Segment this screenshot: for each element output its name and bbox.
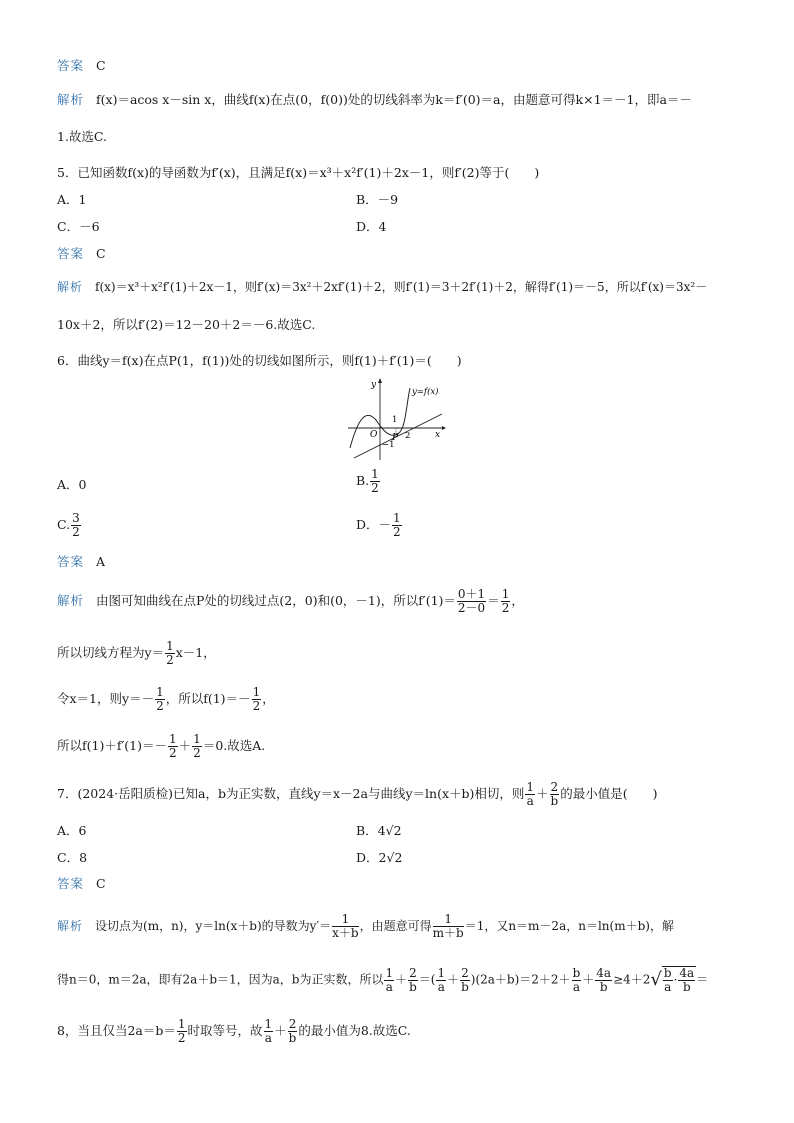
analysis-text: 令x＝1，则y＝－ <box>57 691 155 706</box>
answer-label: 答案 <box>57 246 85 261</box>
plus: ＋ <box>395 972 408 987</box>
dot: · <box>673 973 678 987</box>
q6-stem: 6．曲线y＝f(x)在点P(1，f(1))处的切线如图所示，则f(1)＋f′(1)＝( ) <box>57 353 462 368</box>
y-axis-label: y <box>371 380 377 390</box>
x-axis-arrow-icon <box>442 426 446 430</box>
analysis-label: 解析 <box>57 92 85 107</box>
q6-answer-line <box>57 554 105 570</box>
fraction: $\frac{1}{a}$ <box>385 965 394 994</box>
q7-stem <box>57 781 657 808</box>
analysis-text: 所以f(1)＋f′(1)＝－ <box>57 738 168 753</box>
analysis-text: 8，当且仅当2a＝b＝ <box>57 1023 176 1038</box>
fraction: $\frac{1}{m+b}$ <box>432 912 464 940</box>
q6-analysis-line3 <box>57 686 275 713</box>
answer-label: 答案 <box>57 554 85 569</box>
fraction: $\frac{1}{2}$ <box>393 511 401 539</box>
plus: ＋ <box>582 972 595 987</box>
q5-stem: 5．已知函数f(x)的导函数为f′(x)，且满足f(x)＝x³＋x²f′(1)＋2x－1，则f′(2)等于( ) <box>57 165 540 180</box>
tick-2-label: 2 <box>405 431 411 441</box>
answer-label: 答案 <box>57 876 85 891</box>
fraction: $\frac{1}{2}$ <box>166 639 174 667</box>
q6-analysis-line1 <box>57 588 524 615</box>
tick-neg1-label: −1 <box>382 440 395 450</box>
analysis-text: 由图可知曲线在点P处的切线过点(2，0)和(0，－1)，所以f′(1)＝ <box>96 593 456 608</box>
fraction: $\frac{2}{b}$ <box>461 965 469 994</box>
q6-analysis-line2 <box>57 640 216 667</box>
punct: ， <box>511 593 524 608</box>
analysis-text: )(2a＋b)＝2＋2＋ <box>470 972 571 987</box>
answer-label: 答案 <box>57 58 85 73</box>
fraction: $\frac{0+1}{2-0}$ <box>457 587 486 615</box>
fraction: $\frac{1}{2}$ <box>193 732 201 760</box>
q7-option-c: C．8 <box>57 850 88 865</box>
analysis-text: 时取等号，故 <box>187 1023 263 1038</box>
fraction: $\frac{1}{2}$ <box>252 685 261 713</box>
q7-option-d: D．2√2 <box>356 850 403 865</box>
fraction: $\frac{2}{b}$ <box>409 965 417 994</box>
q7-analysis-line3 <box>57 1018 411 1045</box>
option-letter: C. <box>57 517 71 532</box>
x-axis-label: x <box>435 430 441 440</box>
q6-option-a: A．0 <box>57 477 87 492</box>
analysis-text: ＝0.故选A. <box>202 738 266 753</box>
analysis-text: 得n＝0，m＝2a，即有2a＋b＝1，因为a，b为正实数，所以 <box>57 972 384 987</box>
y-axis-arrow-icon <box>378 378 382 383</box>
tick-1-label: 1 <box>392 415 398 425</box>
q6-option-d <box>356 512 403 539</box>
equals: ＝ <box>696 972 709 987</box>
analysis-text: ≥4＋2 <box>613 972 651 987</box>
analysis-text: 所以切线方程为y＝ <box>57 645 165 660</box>
point-p-label: P <box>392 433 399 443</box>
analysis-text: ，由题意可得 <box>359 919 432 933</box>
q6-answer: A <box>96 554 106 569</box>
q7-answer: C <box>96 876 106 891</box>
fraction: $\frac{2}{b}$ <box>550 780 559 808</box>
q6-tangent-graph <box>346 376 446 462</box>
equals: ＝( <box>418 972 436 987</box>
fraction: $\frac{3}{2}$ <box>72 511 80 539</box>
q7-option-b: B．4√2 <box>356 823 402 838</box>
q5-analysis-line1 <box>57 279 707 295</box>
fraction: $\frac{b}{a}$ <box>572 965 581 994</box>
q6-option-c <box>57 512 82 539</box>
fraction: $\frac{1}{2}$ <box>156 685 164 713</box>
fraction: $\frac{1}{2}$ <box>501 587 510 615</box>
fraction: $\frac{b}{a}$ <box>663 966 672 994</box>
q5-option-c: C．－6 <box>57 219 100 234</box>
fraction: $\frac{4a}{b}$ <box>679 966 695 994</box>
q4-analysis-line2: 1.故选C. <box>57 129 108 144</box>
analysis-text: 的最小值为8.故选C. <box>298 1023 411 1038</box>
q4-answer: C <box>96 58 106 73</box>
fraction: $\frac{4a}{b}$ <box>596 965 612 994</box>
stem-text: 的最小值是( ) <box>560 786 658 801</box>
equals: ＝ <box>487 593 500 608</box>
stem-text: 7．(2024·岳阳质检)已知a，b为正实数，直线y＝x－2a与曲线y＝ln(x＋b)相切，则 <box>57 786 525 801</box>
fraction: $\frac{1}{2}$ <box>177 1017 186 1045</box>
q5-option-b: B．－9 <box>356 192 399 207</box>
q5-answer: C <box>96 246 106 261</box>
analysis-label: 解析 <box>57 280 84 294</box>
q6-analysis-line4 <box>57 733 265 760</box>
fraction: $\frac{1}{a}$ <box>264 1017 273 1045</box>
analysis-text: ，所以f(1)＝－ <box>165 691 251 706</box>
q5-option-d: D．4 <box>356 219 387 234</box>
fraction: $\frac{1}{a}$ <box>526 780 535 808</box>
option-letter: D．－ <box>356 517 392 532</box>
punct: ， <box>262 691 275 706</box>
q7-analysis-line2 <box>57 966 708 994</box>
curve-label: y=f(x) <box>412 387 439 397</box>
analysis-label: 解析 <box>57 593 85 608</box>
sqrt-sign-icon: √ <box>650 969 662 990</box>
q7-option-a: A．6 <box>57 823 87 838</box>
q4-answer-line <box>57 58 106 74</box>
q7-analysis-line1 <box>57 913 674 940</box>
plus: ＋ <box>447 972 460 987</box>
plus: ＋ <box>178 738 192 753</box>
fraction: $\frac{1}{2}$ <box>371 467 379 495</box>
sqrt-radicand <box>662 966 696 994</box>
q4-analysis-line1 <box>57 92 692 108</box>
fraction: $\frac{1}{x+b}$ <box>332 912 359 940</box>
fraction: $\frac{2}{b}$ <box>288 1017 297 1045</box>
option-letter: B. <box>356 473 370 488</box>
q4-analysis-text1: f(x)＝acos x－sin x，曲线f(x)在点(0，f(0))处的切线斜率为k＝f′(0)＝a，由题意可得k×1＝－1，即a＝－ <box>96 92 692 107</box>
analysis-text: 设切点为(m，n)，y＝ln(x＋b)的导数为y′＝ <box>95 919 332 933</box>
plus: ＋ <box>274 1023 287 1038</box>
q5-answer-line <box>57 246 106 262</box>
plus: ＋ <box>536 786 549 801</box>
analysis-text: x－1， <box>175 645 216 660</box>
q5-option-a: A．1 <box>57 192 87 207</box>
fraction: $\frac{1}{2}$ <box>169 732 177 760</box>
q6-option-b <box>356 468 381 495</box>
q5-analysis-line2: 10x＋2，所以f′(2)＝12－20＋2＝－6.故选C. <box>57 317 316 332</box>
q5-analysis-text1: f(x)＝x³＋x²f′(1)＋2x－1，则f′(x)＝3x²＋2xf′(1)＋2，则f′(1)＝3＋2f′(1)＋2，解得f′(1)＝－5，所以f′(x)＝3x²－ <box>95 280 708 294</box>
analysis-label: 解析 <box>57 919 84 933</box>
q7-answer-line <box>57 876 106 892</box>
analysis-text: ＝1，又n＝m－2a，n＝ln(m＋b)，解 <box>464 919 674 933</box>
origin-label: O <box>370 430 378 440</box>
fraction: $\frac{1}{a}$ <box>437 965 446 994</box>
